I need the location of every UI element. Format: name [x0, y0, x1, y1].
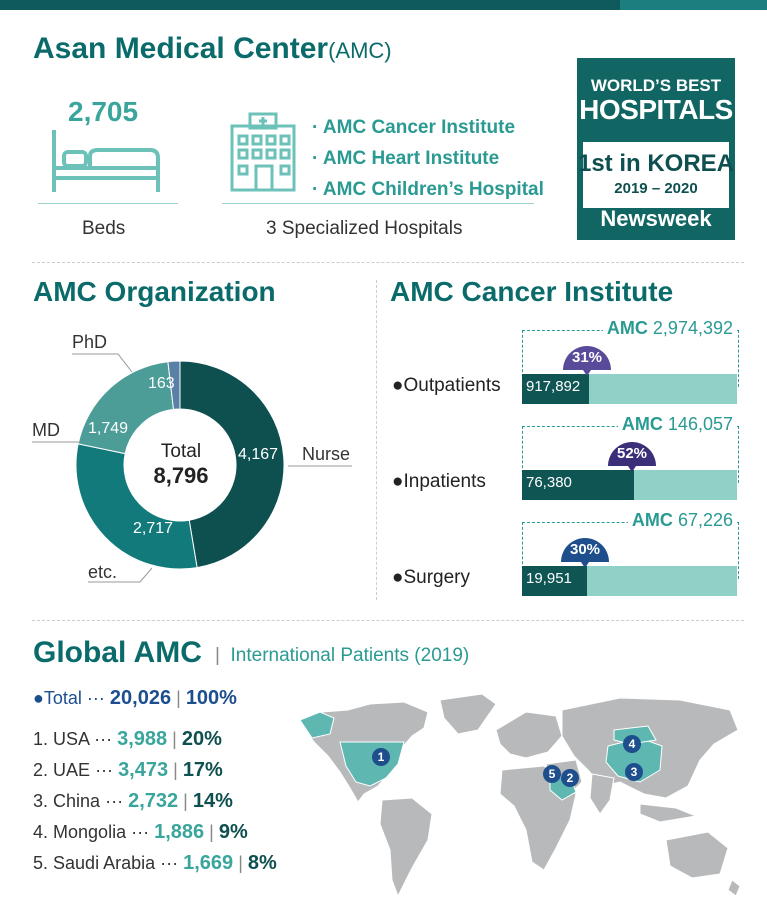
country-name: Saudi Arabia	[53, 853, 156, 873]
total-dots: ···	[86, 688, 105, 708]
cancer-institute-bar: 76,380	[522, 470, 634, 500]
subtitle-year: (2019)	[414, 645, 470, 666]
separator: |	[204, 822, 219, 842]
country-dots: ···	[105, 791, 124, 811]
country-percent: 8%	[247, 852, 277, 874]
segment-value-phd: 163	[148, 375, 175, 392]
country-value: 3,988	[117, 728, 168, 750]
country-rank: 1.	[33, 729, 49, 749]
country-value: 3,473	[118, 759, 169, 781]
subtitle-text: International Patients	[230, 645, 410, 666]
amc-total-label: AMC	[606, 318, 648, 338]
hospital-item: · AMC Heart Institute	[312, 148, 500, 169]
country-rank: 2.	[33, 760, 49, 780]
country-name: UAE	[53, 760, 91, 780]
country-row	[33, 821, 248, 844]
separator: |	[233, 853, 248, 873]
percent-label: 31%	[571, 349, 603, 366]
percent-label: 52%	[616, 445, 648, 462]
amc-total	[618, 414, 737, 435]
global-title: Global AMC	[33, 636, 202, 669]
donut-total-value: 8,796	[153, 463, 209, 488]
amc-total-label: AMC	[631, 510, 673, 530]
organization-title: AMC Organization	[33, 276, 276, 307]
country-dots: ···	[160, 853, 179, 873]
separator: |	[178, 791, 193, 811]
badge-line-2: HOSPITALS	[579, 94, 733, 125]
row-label: ●Outpatients	[392, 375, 501, 396]
country-row	[33, 728, 222, 751]
country-dots: ···	[95, 760, 114, 780]
segment-label-etc: etc.	[88, 562, 118, 582]
badge-line-1: WORLD’S BEST	[590, 76, 722, 95]
global-total-row: ●Total ··· 20,026 | 100%	[33, 687, 237, 709]
country-rank: 5.	[33, 853, 49, 873]
hospitals-label: 3 Specialized Hospitals	[266, 218, 463, 239]
country-value: 2,732	[128, 790, 179, 812]
segment-value-nurse: 4,167	[238, 446, 279, 463]
world-map	[300, 690, 745, 905]
row-label: ●Inpatients	[392, 471, 486, 492]
amc-total-label: AMC	[621, 414, 663, 434]
amc-total	[603, 318, 737, 339]
map-marker-china: 3	[625, 763, 643, 781]
country-name: China	[53, 791, 101, 811]
cancer-institute-bar: 19,951	[522, 566, 587, 596]
subtitle-separator: |	[215, 645, 220, 666]
amc-total-value: 67,226	[677, 510, 733, 530]
percent-label: 30%	[569, 541, 601, 558]
country-percent: 14%	[192, 790, 233, 812]
badge-line-4: 2019 – 2020	[614, 180, 698, 197]
country-percent: 20%	[181, 728, 222, 750]
country-row	[33, 790, 233, 813]
separator: |	[168, 760, 183, 780]
badge-line-3: 1st in KOREA	[577, 150, 735, 177]
hospital-item: · AMC Children’s Hospital	[312, 179, 544, 200]
map-marker-mongolia: 4	[623, 735, 641, 753]
amc-total-value: 2,974,392	[652, 318, 733, 338]
country-dots: ···	[94, 729, 113, 749]
country-value: 1,886	[154, 821, 205, 843]
segment-label-phd: PhD	[72, 332, 108, 352]
donut-total-label: Total	[160, 441, 202, 462]
total-value: 20,026	[109, 687, 172, 709]
segment-value-etc: 2,717	[133, 520, 174, 537]
map-marker-uae: 2	[561, 769, 579, 787]
country-rank: 3.	[33, 791, 49, 811]
global-subtitle	[215, 645, 469, 667]
amc-total	[628, 510, 737, 531]
cancer-institute-title: AMC Cancer Institute	[390, 276, 674, 307]
segment-value-md: 1,749	[88, 420, 129, 437]
hospital-item: · AMC Cancer Institute	[312, 117, 516, 138]
beds-count: 2,705	[68, 96, 139, 127]
country-row	[33, 852, 277, 875]
country-rank: 4.	[33, 822, 49, 842]
country-percent: 17%	[182, 759, 223, 781]
amc-total-value: 146,057	[667, 414, 733, 434]
country-percent: 9%	[218, 821, 248, 843]
country-dots: ···	[131, 822, 150, 842]
country-value: 1,669	[183, 852, 234, 874]
row-label: ●Surgery	[392, 567, 471, 588]
country-name: USA	[53, 729, 90, 749]
country-name: Mongolia	[53, 822, 127, 842]
map-marker-saudi-arabia: 5	[543, 765, 561, 783]
segment-label-md: MD	[32, 420, 60, 440]
beds-label: Beds	[82, 218, 126, 239]
title-abbr: (AMC)	[328, 38, 392, 63]
total-percent: 100%	[185, 687, 237, 709]
separator: |	[167, 729, 182, 749]
country-row	[33, 759, 223, 782]
title-text: Asan Medical Center	[33, 32, 329, 65]
total-label: ●Total	[33, 688, 82, 708]
badge-line-5: Newsweek	[600, 206, 712, 231]
cancer-institute-bar: 917,892	[522, 374, 589, 404]
segment-label-nurse: Nurse	[302, 444, 351, 464]
map-marker-usa: 1	[372, 748, 390, 766]
